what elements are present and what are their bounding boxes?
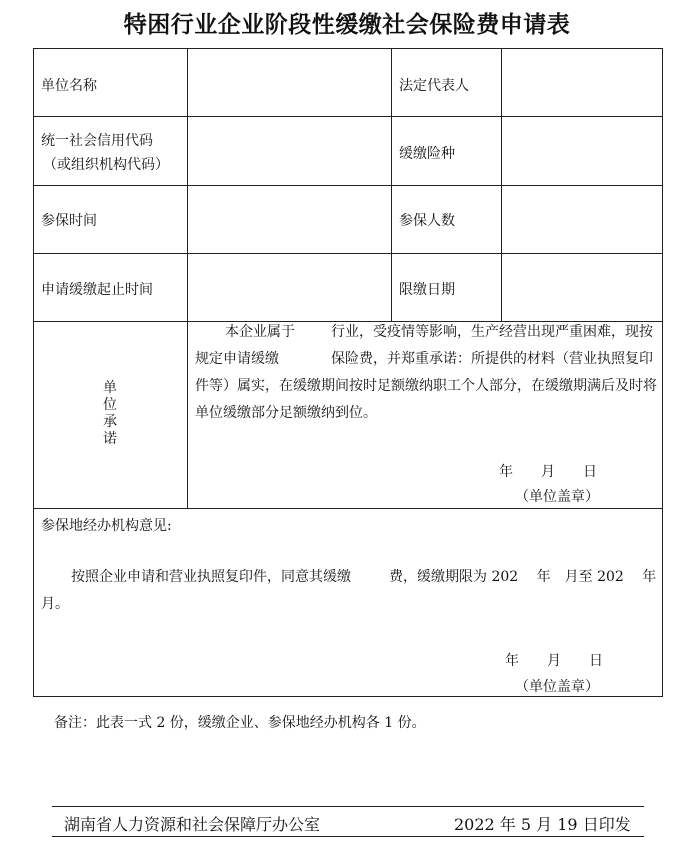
row-divider [33, 508, 663, 509]
remark-note: 备注：此表一式 2 份，缓缴企业、参保地经办机构各 1 份。 [54, 715, 426, 731]
commitment-text-3: 保险费，并郑重承诺：所提供的材料（营业执照复印件等）属实，在缓缴期间按时足额缴纳职工个人部分，在缓缴期满后及时将单位缓缴部分足额缴纳到位。 [195, 351, 657, 421]
insurance-type-label: 缓缴险种 [399, 146, 455, 162]
deadline-label: 限缴日期 [399, 282, 455, 298]
opinion-text-1: 按照企业申请和营业执照复印件，同意其缓缴 [71, 569, 351, 585]
opinion-label: 参保地经办机构意见: [41, 518, 172, 534]
column-divider [187, 48, 188, 508]
opinion-date: 年 月 日 [505, 653, 603, 669]
opinion-text [41, 564, 671, 618]
row-divider [33, 253, 663, 254]
footer-issuer: 湖南省人力资源和社会保障厅办公室 [64, 815, 321, 834]
form-title: 特困行业企业阶段性缓缴社会保险费申请表 [123, 11, 571, 38]
footer-date: 2022 年 5 月 19 日印发 [454, 815, 631, 834]
commitment-text-1: 本企业属于 [225, 324, 295, 340]
unit-name-label: 单位名称 [41, 78, 97, 94]
commitment-text [195, 319, 657, 427]
commitment-label: 单位承诺 [103, 380, 117, 447]
insured-time-label: 参保时间 [41, 213, 97, 229]
org-code-label: （或组织机构代码） [43, 157, 169, 173]
opinion-text-2: 费，缓缴期限为 202 年 月至 202 年 月。 [41, 569, 671, 612]
insured-count-label: 参保人数 [399, 213, 455, 229]
commitment-stamp: （单位盖章） [515, 489, 599, 505]
legal-rep-label: 法定代表人 [399, 78, 469, 94]
application-form [33, 48, 671, 697]
column-divider [391, 48, 392, 321]
column-divider [501, 48, 502, 321]
row-divider [33, 116, 663, 117]
deferral-period-label: 申请缓缴起止时间 [41, 282, 153, 298]
commitment-text-2: 行业，受疫情等影响，生产经营出现严重困难，现按规定申请缓缴 [195, 324, 653, 367]
opinion-stamp: （单位盖章） [515, 679, 599, 695]
footer-top-rule [52, 806, 644, 807]
commitment-date: 年 月 日 [499, 464, 597, 480]
row-divider [33, 185, 663, 186]
credit-code-label: 统一社会信用代码 [41, 133, 153, 149]
footer-bottom-rule [52, 836, 644, 837]
